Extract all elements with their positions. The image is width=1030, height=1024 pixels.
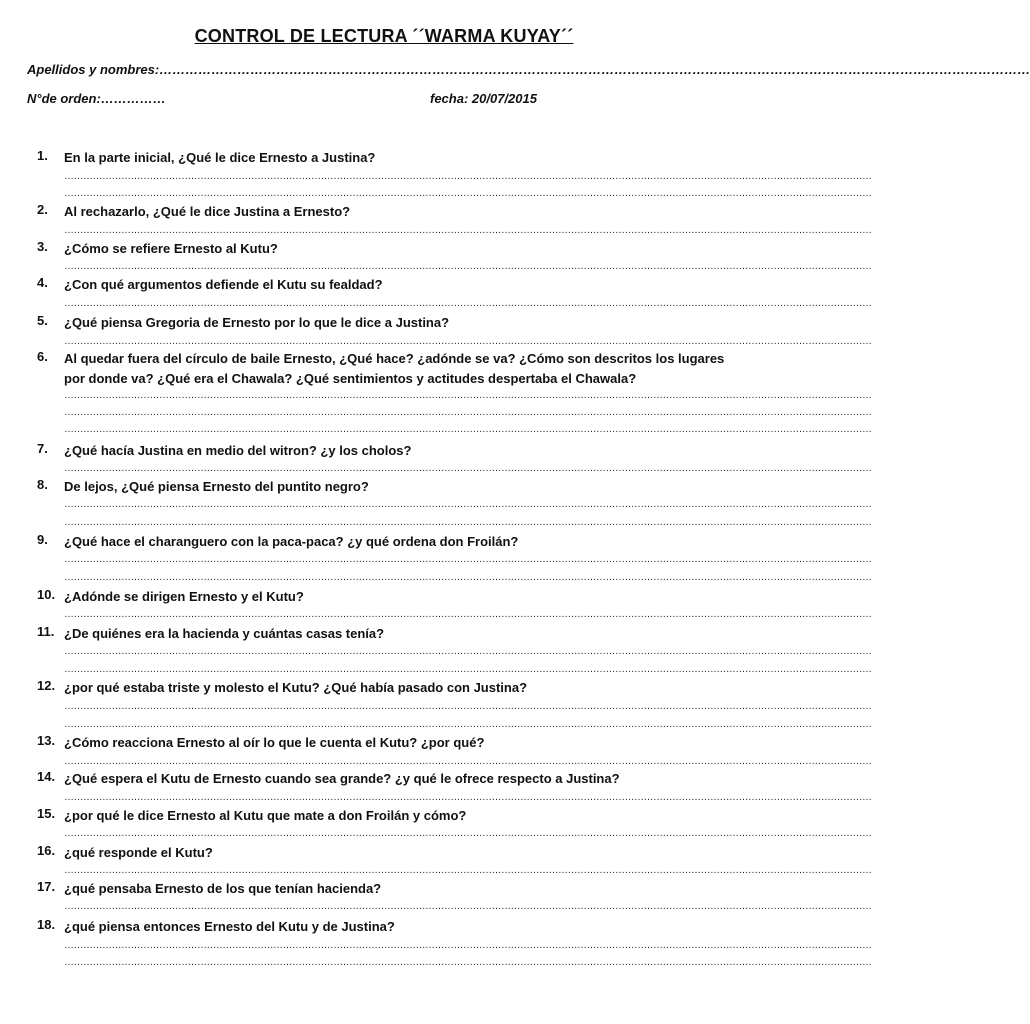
answer-line[interactable]: …………………………………………………………………………………………………………………………………………………………………………………………………………………………………: [64, 261, 872, 272]
answer-line[interactable]: …………………………………………………………………………………………………………………………………………………………………………………………………………………………………: [64, 407, 872, 418]
question-text: ¿Qué hace el charanguero con la paca-paca? ¿y qué ordena don Froilán?: [64, 534, 519, 549]
question-number: 13.: [37, 733, 56, 748]
order-number-field: N°de orden:……………: [27, 91, 166, 106]
question-text: ¿Qué espera el Kutu de Ernesto cuando sea grande? ¿y qué le ofrece respecto a Justina?: [64, 771, 620, 786]
question-text: ¿Cómo reacciona Ernesto al oír lo que le cuenta el Kutu? ¿por qué?: [64, 735, 485, 750]
question-text: ¿Qué hacía Justina en medio del witron? ¿y los cholos?: [64, 443, 412, 458]
question-text: ¿qué piensa entonces Ernesto del Kutu y de Justina?: [64, 919, 395, 934]
question-number: 8.: [37, 477, 48, 492]
question-text: De lejos, ¿Qué piensa Ernesto del puntito negro?: [64, 479, 369, 494]
question-text: ¿por qué le dice Ernesto al Kutu que mate a don Froilán y cómo?: [64, 808, 467, 823]
answer-line[interactable]: …………………………………………………………………………………………………………………………………………………………………………………………………………………………………: [64, 463, 872, 474]
question-number: 9.: [37, 532, 48, 547]
answer-line[interactable]: …………………………………………………………………………………………………………………………………………………………………………………………………………………………………: [64, 865, 872, 876]
question-text: ¿qué responde el Kutu?: [64, 845, 213, 860]
question-number: 18.: [37, 917, 56, 932]
question-text: ¿De quiénes era la hacienda y cuántas casas tenía?: [64, 626, 385, 641]
question-number: 2.: [37, 202, 48, 217]
question-number: 12.: [37, 678, 56, 693]
page-title: CONTROL DE LECTURA ´´WARMA KUYAY´´: [194, 26, 574, 46]
answer-line[interactable]: …………………………………………………………………………………………………………………………………………………………………………………………………………………………………: [64, 646, 872, 657]
question-number: 6.: [37, 349, 48, 364]
date-field: fecha: 20/07/2015: [430, 91, 537, 106]
question-number: 10.: [37, 587, 56, 602]
answer-line[interactable]: …………………………………………………………………………………………………………………………………………………………………………………………………………………………………: [64, 188, 872, 199]
question-number: 1.: [37, 148, 48, 163]
question-number: 15.: [37, 806, 56, 821]
answer-line[interactable]: …………………………………………………………………………………………………………………………………………………………………………………………………………………………………: [64, 336, 872, 347]
answer-line[interactable]: …………………………………………………………………………………………………………………………………………………………………………………………………………………………………: [64, 572, 872, 583]
question-text: ¿qué pensaba Ernesto de los que tenían hacienda?: [64, 881, 382, 896]
answer-line[interactable]: …………………………………………………………………………………………………………………………………………………………………………………………………………………………………: [64, 554, 872, 565]
answer-line[interactable]: …………………………………………………………………………………………………………………………………………………………………………………………………………………………………: [64, 957, 872, 968]
answer-line[interactable]: …………………………………………………………………………………………………………………………………………………………………………………………………………………………………: [64, 171, 872, 182]
answer-line[interactable]: …………………………………………………………………………………………………………………………………………………………………………………………………………………………………: [64, 517, 872, 528]
question-number: 5.: [37, 313, 48, 328]
answer-line[interactable]: …………………………………………………………………………………………………………………………………………………………………………………………………………………………………: [64, 225, 872, 236]
question-number: 11.: [37, 624, 55, 639]
question-text: ¿por qué estaba triste y molesto el Kutu? ¿Qué había pasado con Justina?: [64, 680, 528, 695]
answer-line[interactable]: …………………………………………………………………………………………………………………………………………………………………………………………………………………………………: [64, 719, 872, 730]
question-text: ¿Adónde se dirigen Ernesto y el Kutu?: [64, 589, 304, 604]
answer-line[interactable]: …………………………………………………………………………………………………………………………………………………………………………………………………………………………………: [64, 901, 872, 912]
question-text: Al rechazarlo, ¿Qué le dice Justina a Ernesto?: [64, 204, 351, 219]
answer-line[interactable]: …………………………………………………………………………………………………………………………………………………………………………………………………………………………………: [64, 701, 872, 712]
answer-line[interactable]: …………………………………………………………………………………………………………………………………………………………………………………………………………………………………: [64, 940, 872, 951]
answer-line[interactable]: …………………………………………………………………………………………………………………………………………………………………………………………………………………………………: [64, 828, 872, 839]
question-text: En la parte inicial, ¿Qué le dice Ernesto a Justina?: [64, 150, 376, 165]
question-number: 16.: [37, 843, 56, 858]
answer-line[interactable]: …………………………………………………………………………………………………………………………………………………………………………………………………………………………………: [64, 298, 872, 309]
question-number: 14.: [37, 769, 56, 784]
answer-line[interactable]: …………………………………………………………………………………………………………………………………………………………………………………………………………………………………: [64, 390, 872, 401]
name-field: Apellidos y nombres:…………………………………………………………………………………………………………………………………………………………………………………: [27, 62, 1030, 77]
answer-line[interactable]: …………………………………………………………………………………………………………………………………………………………………………………………………………………………………: [64, 792, 872, 803]
answer-line[interactable]: …………………………………………………………………………………………………………………………………………………………………………………………………………………………………: [64, 424, 872, 435]
question-text: ¿Qué piensa Gregoria de Ernesto por lo que le dice a Justina?: [64, 315, 450, 330]
question-text: ¿Cómo se refiere Ernesto al Kutu?: [64, 241, 278, 256]
question-number: 3.: [37, 239, 48, 254]
question-number: 17.: [37, 879, 56, 894]
answer-line[interactable]: …………………………………………………………………………………………………………………………………………………………………………………………………………………………………: [64, 499, 872, 510]
question-text: Al quedar fuera del círculo de baile Ernesto, ¿Qué hace? ¿adónde se va? ¿Cómo son descritos los lugares por donde va? ¿Qué era el Chawala? ¿Qué sentimientos y actitudes despertaba el Chawala?: [64, 351, 725, 386]
question-text: ¿Con qué argumentos defiende el Kutu su fealdad?: [64, 277, 383, 292]
question-number: 4.: [37, 275, 48, 290]
answer-line[interactable]: …………………………………………………………………………………………………………………………………………………………………………………………………………………………………: [64, 756, 872, 767]
question-number: 7.: [37, 441, 48, 456]
answer-line[interactable]: …………………………………………………………………………………………………………………………………………………………………………………………………………………………………: [64, 609, 872, 620]
answer-line[interactable]: …………………………………………………………………………………………………………………………………………………………………………………………………………………………………: [64, 664, 872, 675]
